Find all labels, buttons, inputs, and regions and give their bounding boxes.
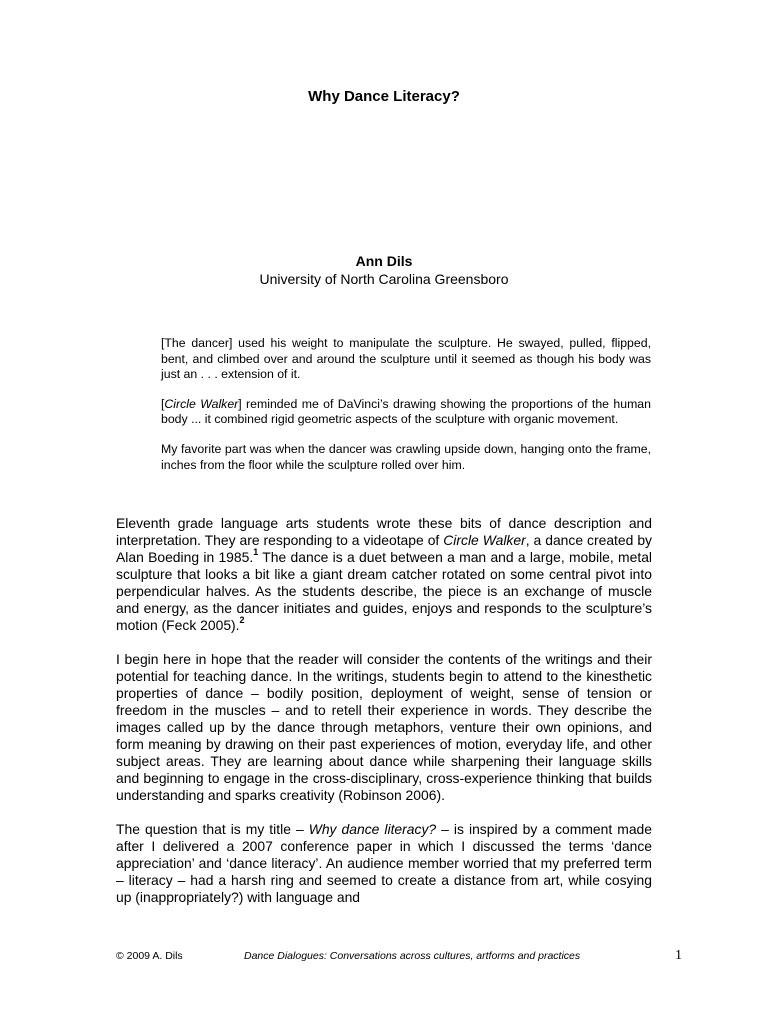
dance-title: Circle Walker	[443, 532, 526, 548]
quote-3: My favorite part was when the dancer was crawling upside down, hanging onto the frame, inches from the floor while the sculpture rolled over him.	[161, 441, 651, 472]
quote-2-title: Circle Walker	[164, 396, 239, 411]
footnote-ref-1: 1	[253, 547, 259, 558]
footer-journal: Dance Dialogues: Conversations across cultures, artforms and practices	[244, 950, 581, 962]
quote-2: [Circle Walker] reminded me of DaVinci’s drawing showing the proportions of the human body ... it combined rigid geometric aspects of the sculpture with organic movement.	[161, 396, 651, 427]
paragraph-2: I begin here in hope that the reader will consider the contents of the writings and their potential for teaching dance. In the writings, students begin to attend to the kinesthetic properties of dance – bodily position, deployment of weight, sense of tension or freedom in the muscles – and to retell their experience in words. They describe the images called up by the dance through metaphors, venture their own opinions, and form meaning by drawing on their past experiences of motion, everyday life, and other subject areas. They are learning about dance while sharpening their language skills and beginning to engage in the cross-disciplinary, cross-experience thinking that builds understanding and sparks creativity (Robinson 2006).	[116, 651, 652, 803]
paragraph-3: The question that is my title – Why dance literacy? – is inspired by a comment made after I delivered a 2007 conference paper in which I discussed the terms ‘dance appreciation’ and ‘dance literacy’. An audience member worried that my preferred term – literacy – had a harsh ring and seemed to create a distance from art, while cosying up (inappropriately?) with language and	[116, 821, 653, 905]
page-title: Why Dance Literacy?	[308, 88, 460, 105]
author-affiliation: University of North Carolina Greensboro	[259, 271, 509, 287]
quote-1: [The dancer] used his weight to manipulate the sculpture. He swayed, pulled, flipped, bent, and climbed over and around the sculpture until it seemed as though his body was just an . . . extension of it.	[161, 336, 651, 382]
body-text	[116, 515, 652, 923]
author-name: Ann Dils	[355, 253, 413, 269]
page-footer	[116, 948, 682, 966]
title-question: Why dance literacy?	[308, 821, 437, 837]
footer-copyright: © 2009 A. Dils	[116, 950, 183, 962]
paragraph-1: Eleventh grade language arts students wrote these bits of dance description and interpretation. They are responding to a videotape of Circle Walker, a dance created by Alan Boeding in 1985.$^1$ The dance is a duet between a man and a large, mobile, metal sculpture that looks a bit like a giant dream catcher rotated on some central pivot into perpendicular halves. As the students describe, the piece is an exchange of muscle and energy, as the dancer initiates and guides, enjoys and responds to the sculpture’s motion (Feck 2005).$^2$	[116, 515, 653, 633]
page-number: 1	[675, 948, 682, 963]
epigraph-quotes	[161, 336, 651, 487]
footnote-ref-2: 2	[239, 615, 245, 626]
